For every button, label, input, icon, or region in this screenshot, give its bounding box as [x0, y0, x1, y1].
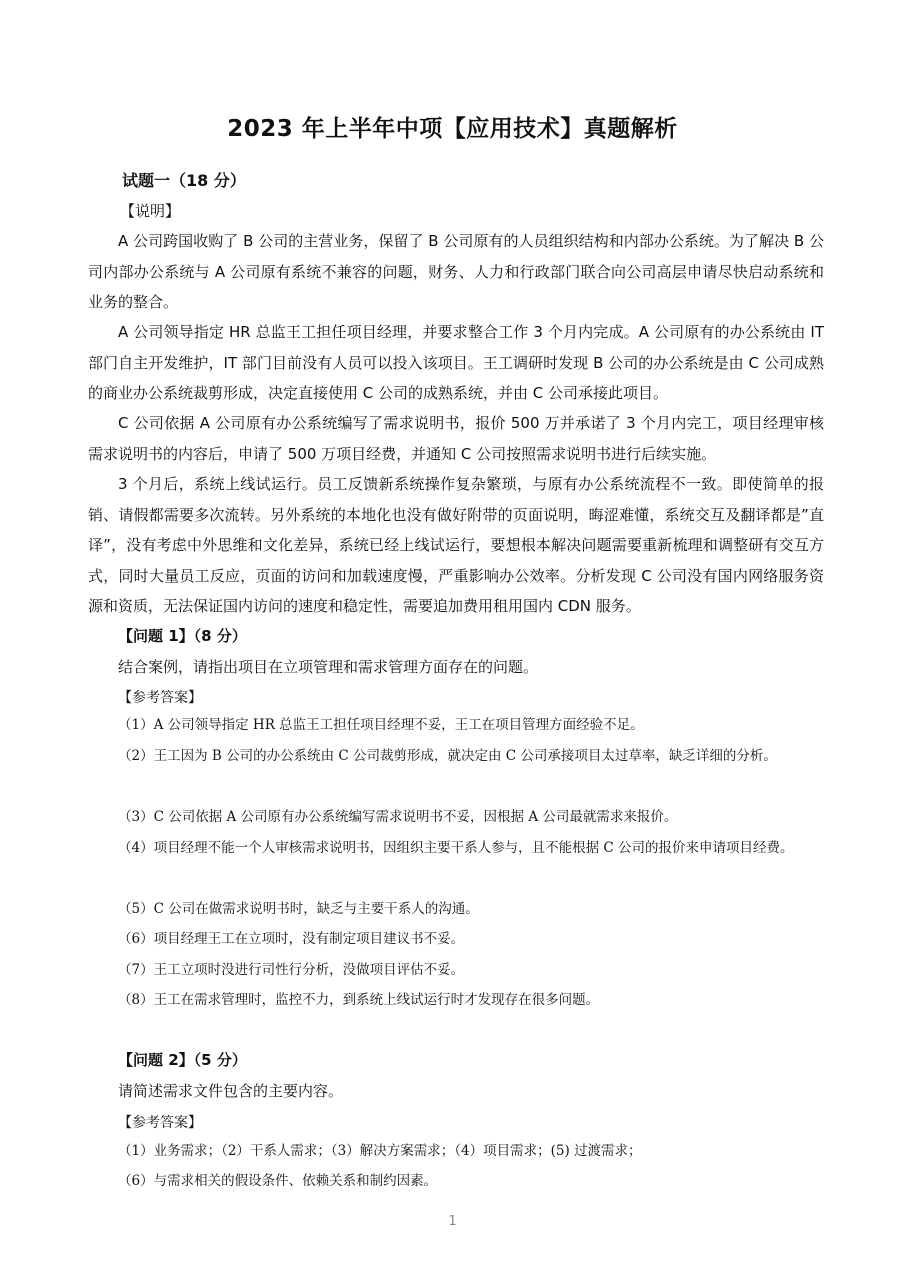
answer-item: （6）项目经理王工在立项时，没有制定项目建议书不妥。 — [118, 931, 465, 947]
question-1-heading: 【问题 1】（8 分） — [118, 627, 247, 645]
answer-item: （2）王工因为 B 公司的办公系统由 C 公司裁剪形成，就决定由 C 公司承接项目太过草率，缺乏详细的分析。 — [118, 748, 777, 764]
answer-item: （6）与需求相关的假设条件、依赖关系和制约因素。 — [118, 1173, 438, 1189]
answer-item: （7）王工立项时没进行司性行分析，没做项目评估不妥。 — [118, 962, 465, 978]
answer-item: （1）业务需求；（2）干系人需求；（3）解决方案需求；（4）项目需求；(5) 过渡需求； — [118, 1143, 642, 1159]
case-paragraph: A 公司跨国收购了 B 公司的主营业务，保留了 B 公司原有的人员组织结构和内部办公系统。为了解决 B 公司内部办公系统与 A 公司原有系统不兼容的问题，财务、人力和行政部门联合向公司高层申请尽快启动系统和业务的整合。 — [88, 232, 824, 311]
reference-answer-label: 【参考答案】 — [118, 1115, 202, 1131]
reference-answer-label: 【参考答案】 — [118, 690, 202, 706]
answer-item: （8）王工在需求管理时，监控不力，到系统上线试运行时才发现存在很多问题。 — [118, 992, 600, 1008]
answer-item: （5）C 公司在做需求说明书时，缺乏与主要干系人的沟通。 — [118, 901, 479, 917]
question-1-text: 结合案例，请指出项目在立项管理和需求管理方面存在的问题。 — [118, 658, 539, 676]
answer-item: （4）项目经理不能一个人审核需求说明书，因组织主要干系人参与，且不能根据 C 公司的报价来申请项目经费。 — [118, 840, 794, 856]
case-paragraph: C 公司依据 A 公司原有办公系统编写了需求说明书，报价 500 万并承诺了 3 个月内完工，项目经理审核需求说明书的内容后，申请了 500 万项目经费，并通知 C 公司按照需求说明书进行后续实施。 — [88, 414, 824, 463]
answer-item: （3）C 公司依据 A 公司原有办公系统编写需求说明书不妥，因根据 A 公司最就需求来报价。 — [118, 809, 678, 825]
case-paragraph: 3 个月后，系统上线试运行。员工反馈新系统操作复杂繁琐，与原有办公系统流程不一致。即使简单的报销、请假都需要多次流转。另外系统的本地化也没有做好附带的页面说明，晦涩难懂，系统交互及翻译都是”直译”，没有考虑中外思维和文化差异，系统已经上线试运行，要想根本解决问题需要重新梳理和调整研有交互方式，同时大量员工反应，页面的访问和加载速度慢，严重影响办公效率。分析发现 C 公司没有国内网络服务资源和资质，无法保证国内访问的速度和稳定性，需要追加费用租用国内 CDN 服务。 — [88, 475, 824, 615]
section-heading: 试题一（18 分） — [122, 171, 246, 190]
document-title: 2023 年上半年中项【应用技术】真题解析 — [227, 116, 678, 142]
question-2-heading: 【问题 2】（5 分） — [118, 1051, 247, 1069]
description-label: 【说明】 — [120, 202, 181, 220]
case-paragraph: A 公司领导指定 HR 总监王工担任项目经理，并要求整合工作 3 个月内完成。A 公司原有的办公系统由 IT 部门自主开发维护，IT 部门目前没有人员可以投入该项目。王工调研时发现 B 公司的办公系统是由 C 公司成熟的商业办公系统裁剪形成，决定直接使用 C 公司的成熟系统，并由 C 公司承接此项目。 — [88, 323, 824, 402]
question-2-text: 请简述需求文件包含的主要内容。 — [118, 1082, 344, 1100]
answer-item: （1）A 公司领导指定 HR 总监王工担任项目经理不妥，王工在项目管理方面经验不足。 — [118, 717, 644, 733]
page-number: 1 — [448, 1214, 457, 1229]
